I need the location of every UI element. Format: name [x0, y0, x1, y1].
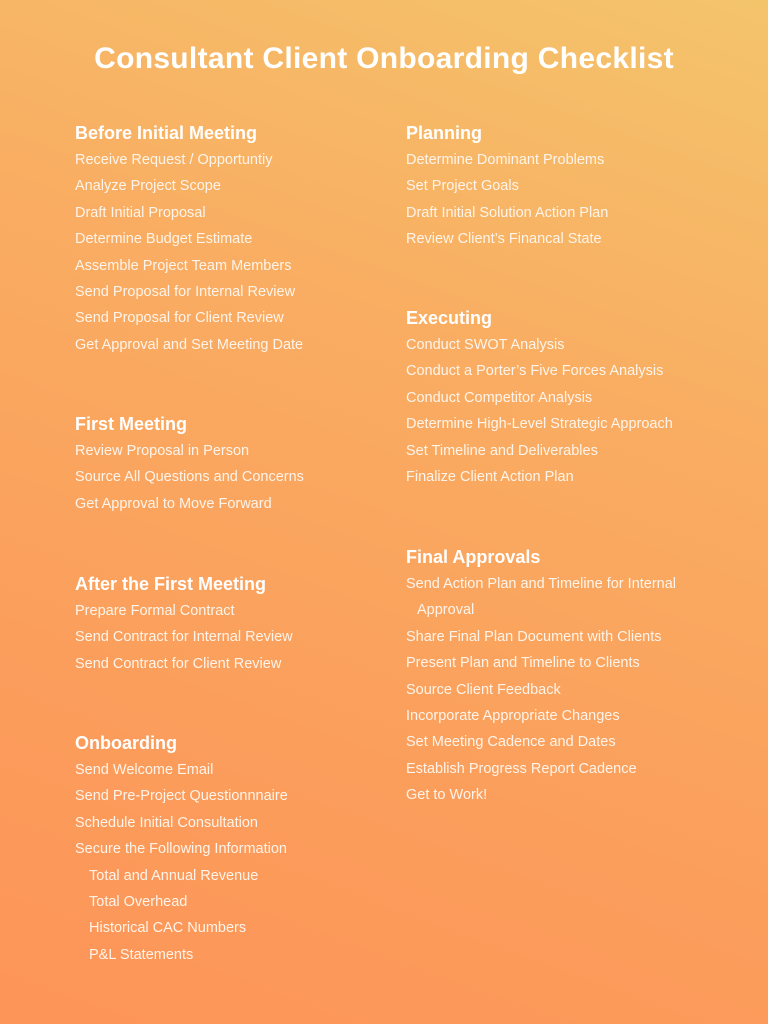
checklist-item: Prepare Formal Contract [75, 603, 235, 619]
checklist-item: Send Action Plan and Timeline for Internal [406, 576, 677, 592]
checklist-item: Conduct SWOT Analysis [406, 337, 565, 353]
checklist-item: Source Client Feedback [406, 681, 561, 698]
checklist-item: Get Approval to Move Forward [75, 495, 272, 512]
checklist-item: Send Contract for Internal Review [75, 629, 293, 646]
section-final-approvals [406, 543, 726, 809]
checklist-item: Send Pre-Project Questionnnaire [75, 788, 288, 805]
section-heading: Executing [406, 308, 493, 328]
checklist-item: Analyze Project Scope [75, 178, 221, 195]
checklist-item-continuation: Approval [417, 602, 475, 619]
section-heading: Onboarding [75, 733, 177, 753]
checklist-item: Finalize Client Action Plan [406, 468, 574, 485]
checklist-item: Set Timeline and Deliverables [406, 442, 598, 459]
checklist-item: Get Approval and Set Meeting Date [75, 336, 304, 353]
checklist-item: Conduct a Porter’s Five Forces Analysis [406, 363, 664, 380]
checklist-item: Receive Request / Opportuntiy [75, 152, 273, 168]
section-planning [406, 119, 726, 253]
checklist-item: Send Proposal for Internal Review [75, 283, 296, 300]
checklist-item: Review Proposal in Person [75, 443, 250, 459]
checklist-sub-item: P&L Statements [89, 946, 194, 963]
section-after-first-meeting [75, 570, 405, 677]
checklist-item: Get to Work! [406, 787, 488, 804]
checklist-sub-item: Total and Annual Revenue [89, 867, 259, 884]
checklist-item: Present Plan and Timeline to Clients [406, 655, 640, 672]
checklist-item: Review Client’s Financal State [406, 231, 602, 248]
section-heading: First Meeting [75, 414, 188, 434]
checklist-item: Send Proposal for Client Review [75, 310, 284, 327]
checklist-item: Set Project Goals [406, 178, 519, 195]
section-heading: After the First Meeting [75, 574, 267, 594]
checklist-sub-item: Historical CAC Numbers [89, 920, 247, 937]
checklist-item: Conduct Competitor Analysis [406, 389, 593, 406]
section-first-meeting [75, 410, 405, 517]
checklist-item: Determine Dominant Problems [406, 152, 605, 168]
section-executing [406, 304, 726, 490]
checklist-item: Source All Questions and Concerns [75, 469, 304, 486]
checklist-sub-item: Total Overhead [89, 893, 188, 910]
checklist-item: Share Final Plan Document with Clients [406, 628, 662, 645]
checklist-item: Determine Budget Estimate [75, 231, 253, 248]
section-heading: Final Approvals [406, 547, 541, 567]
section-heading: Planning [406, 123, 482, 143]
checklist-item: Draft Initial Solution Action Plan [406, 204, 609, 221]
section-heading: Before Initial Meeting [75, 123, 258, 143]
checklist-item: Schedule Initial Consultation [75, 814, 258, 831]
checklist-item: Secure the Following Information [75, 841, 287, 858]
checklist-item: Send Contract for Client Review [75, 655, 282, 672]
checklist-item: Draft Initial Proposal [75, 204, 206, 221]
checklist-item: Determine High-Level Strategic Approach [406, 416, 673, 433]
checklist-item: Send Welcome Email [75, 762, 214, 778]
page-title: Consultant Client Onboarding Checklist [94, 42, 674, 75]
checklist-item: Assemble Project Team Members [75, 257, 292, 274]
section-before-initial-meeting [75, 119, 405, 358]
checklist-item: Set Meeting Cadence and Dates [406, 734, 616, 751]
checklist-item: Establish Progress Report Cadence [406, 760, 637, 777]
section-onboarding [75, 729, 405, 968]
checklist-item: Incorporate Appropriate Changes [406, 707, 620, 724]
